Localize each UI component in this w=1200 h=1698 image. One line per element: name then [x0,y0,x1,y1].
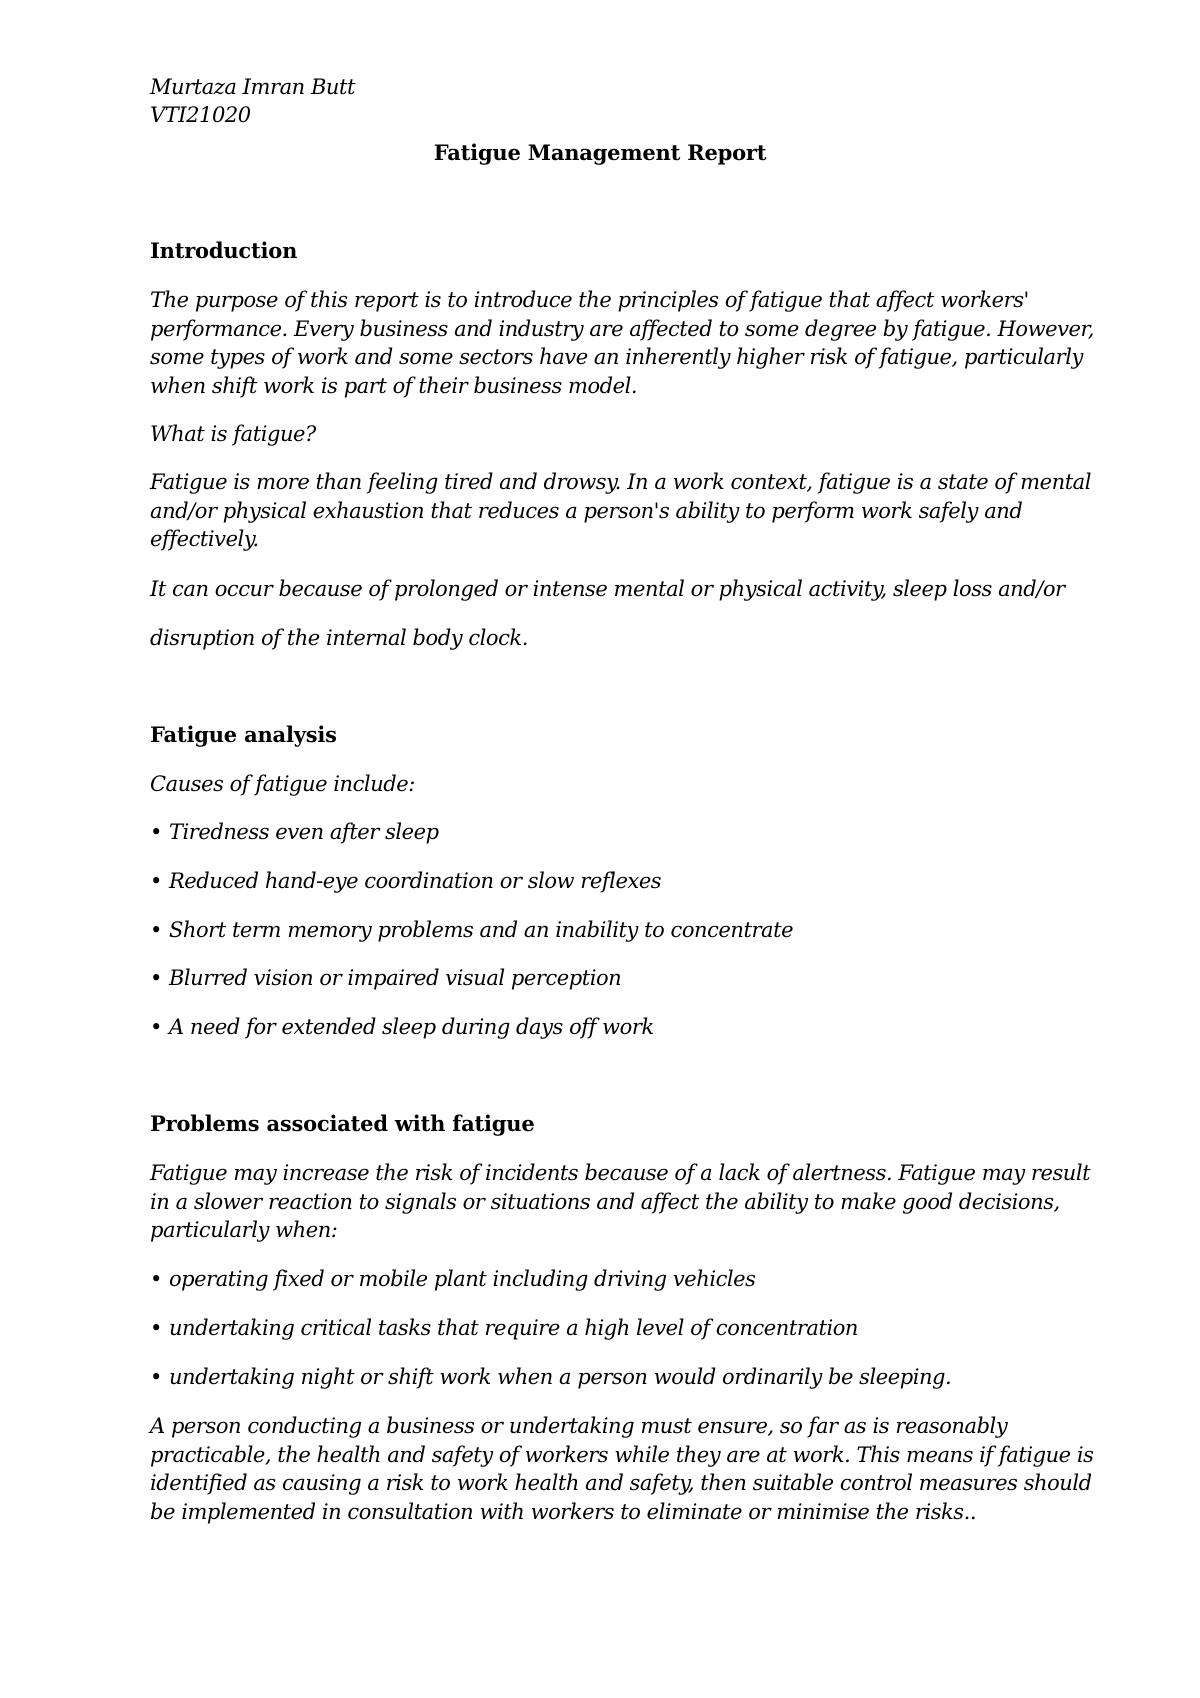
paragraph-line: The purpose of this report is to introduce the principles of fatigue that affect workers' [150,288,1029,312]
question-what-is-fatigue: What is fatigue? [150,422,316,446]
paragraph-line: and/or physical exhaustion that reduces a person's ability to perform work safely and [150,498,1023,523]
heading-problems: Problems associated with fatigue [150,1111,535,1136]
heading-introduction: Introduction [150,238,298,263]
paragraph-line: identified as causing a risk to work health and safety, then suitable control measures should [150,1471,1092,1495]
closing-paragraph [150,1412,1093,1526]
list-item: • Blurred vision or impaired visual perception [150,964,621,992]
list-item: • A need for extended sleep during days off work [150,1013,654,1041]
paragraph-line: Fatigue may increase the risk of incidents because of a lack of alertness. Fatigue may result [150,1161,1091,1185]
list-item: • Short term memory problems and an inability to concentrate [150,916,793,944]
list-item: • undertaking critical tasks that require a high level of concentration [150,1314,858,1342]
paragraph-line: particularly when: [150,1218,338,1242]
author-name: Murtaza Imran Butt [150,75,355,99]
paragraph-line: when shift work is part of their business model. [150,373,638,398]
heading-fatigue-analysis: Fatigue analysis [150,722,337,747]
paragraph-line: effectively. [150,527,259,551]
list-item: • undertaking night or shift work when a person would ordinarily be sleeping. [150,1363,951,1391]
paragraph-line: be implemented in consultation with workers to eliminate or minimise the risks.. [150,1499,977,1524]
cause-line: It can occur because of prolonged or intense mental or physical activity, sleep loss and/or [150,577,1065,601]
paragraph-line: some types of work and some sectors have an inherently higher risk of fatigue, particularly [150,345,1083,369]
definition-paragraph [150,468,1091,554]
problems-paragraph [150,1159,1090,1245]
causes-intro: Causes of fatigue include: [150,772,415,796]
paragraph-line: A person conducting a business or undertaking must ensure, so far as is reasonably [150,1414,1008,1438]
introduction-paragraph [150,286,1094,400]
list-item: • operating fixed or mobile plant including driving vehicles [150,1265,755,1293]
cause-line: disruption of the internal body clock. [150,626,528,650]
author-id: VTI21020 [150,103,251,127]
paragraph-line: practicable, the health and safety of workers while they are at work. This means if fatigue is [150,1442,1094,1467]
paragraph-line: Fatigue is more than feeling tired and drowsy. In a work context, fatigue is a state of mental [150,470,1092,494]
paragraph-line: in a slower reaction to signals or situations and affect the ability to make good decisions, [150,1189,1060,1214]
list-item: • Tiredness even after sleep [150,818,439,846]
list-item: • Reduced hand-eye coordination or slow reflexes [150,867,661,895]
page-title: Fatigue Management Report [433,140,767,165]
paragraph-line: performance. Every business and industry are affected to some degree by fatigue. However, [150,316,1095,341]
